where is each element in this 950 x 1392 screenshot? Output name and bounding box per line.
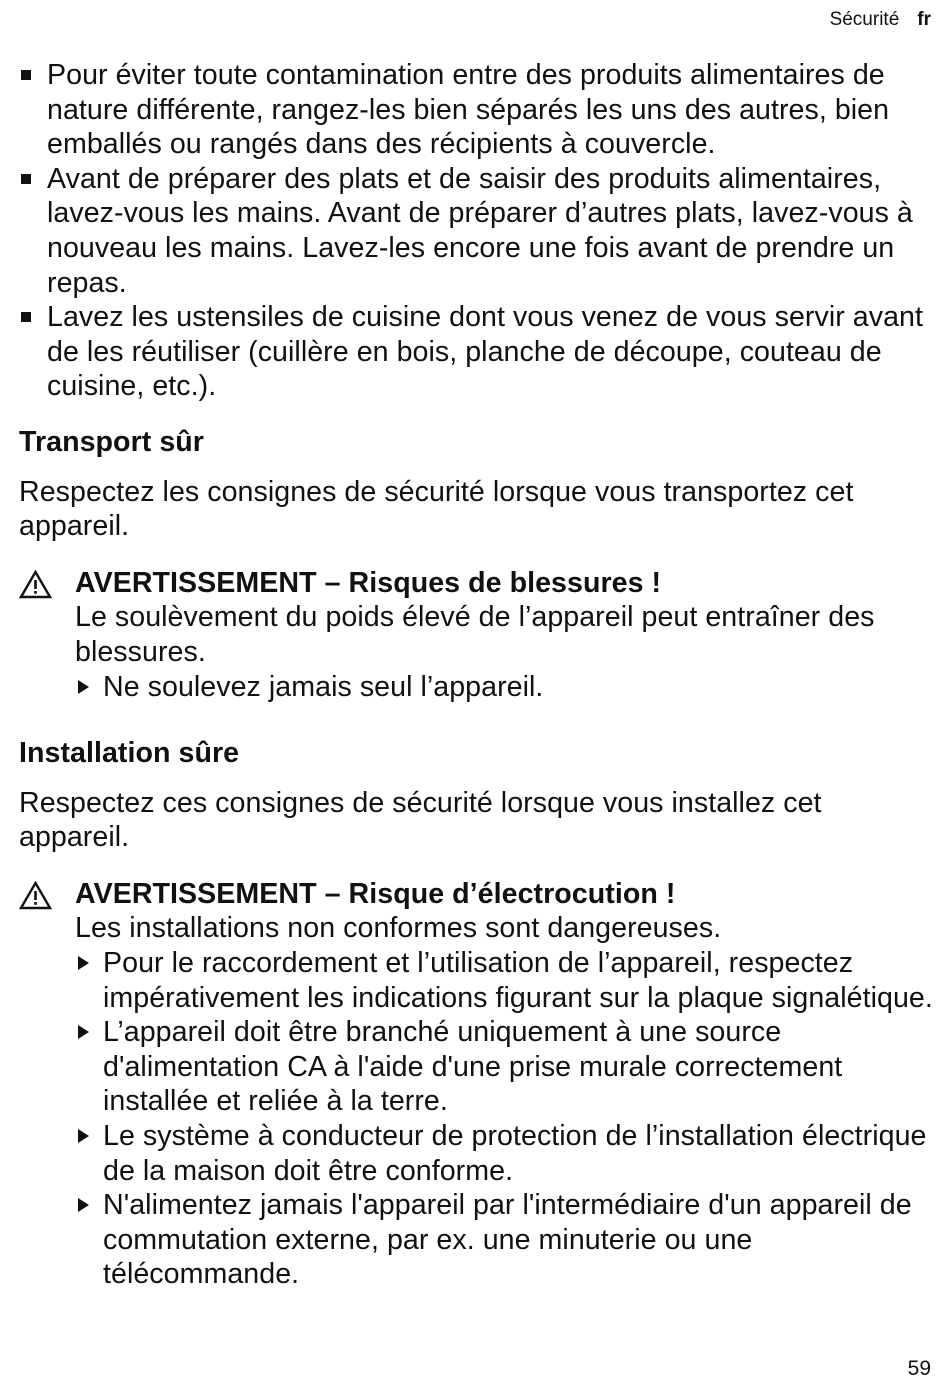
arrow-right-icon [78,1129,89,1143]
arrow-right-icon [78,956,89,970]
warning-triangle-icon [19,570,52,599]
list-item [19,58,934,162]
arrow-right-icon [78,680,89,694]
installation-warning [19,877,934,1292]
list-item-text: Avant de préparer des plats et de saisir des produits alimentaires, lavez-vous les mains. Avant de préparer d’autres plats, lavez-vous à nouveau les mains. Lavez-les encore une fois avant de prendre un repas. [47,162,913,299]
installation-intro: Respectez ces consignes de sécurité lorsque vous installez cet appareil. [19,786,822,854]
arrow-right-icon [78,1198,89,1212]
transport-heading: Transport sûr [19,425,204,458]
step-text: Pour le raccordement et l’utilisation de l’appareil, respectez impérativement les indications figurant sur la plaque signalétique. [103,947,933,1014]
warning-title: AVERTISSEMENT – Risque d’électrocution ! [75,877,676,910]
list-item [19,162,934,300]
installation-heading: Installation sûre [19,737,240,770]
list-item [75,1119,934,1188]
warning-title: AVERTISSEMENT – Risques de blessures ! [75,566,662,599]
list-item [75,946,934,1015]
section-title: Sécurité [829,9,900,30]
arrow-right-icon [78,1025,89,1039]
list-item [75,1188,934,1292]
warning-text: Les installations non conformes sont dangereuses. [75,912,722,945]
list-item [19,300,934,404]
language-code: fr [917,9,931,30]
warning-triangle-icon [19,881,52,910]
list-item [75,1015,934,1119]
transport-warning [19,566,934,704]
step-text: Ne soulevez jamais seul l’appareil. [103,670,544,703]
warning-text: Le soulèvement du poids élevé de l’appareil peut entraîner des blessures. [75,601,875,668]
page-content [19,58,934,1292]
warning-steps [75,946,934,1292]
step-text: Le système à conducteur de protection de l’installation électrique de la maison doit être conforme. [103,1120,927,1187]
step-text: N'alimentez jamais l'appareil par l'intermédiaire d'un appareil de commutation externe, par ex. une minuterie ou une télécommande. [103,1189,912,1291]
page-header [830,8,931,32]
list-item [75,670,934,705]
square-bullet-icon [21,70,31,80]
transport-intro: Respectez les consignes de sécurité lorsque vous transportez cet appareil. [19,475,854,543]
square-bullet-icon [21,174,31,184]
square-bullet-icon [21,312,31,322]
page-number: 59 [907,1357,931,1380]
list-item-text: Lavez les ustensiles de cuisine dont vous venez de vous servir avant de les réutiliser (cuillère en bois, planche de découpe, couteau de cuisine, etc.). [47,301,923,403]
warning-steps [75,670,934,705]
step-text: L’appareil doit être branché uniquement à une source d'alimentation CA à l'aide d'une prise murale correctement installée et reliée à la terre. [103,1016,843,1118]
hygiene-bullet-list [19,58,934,404]
list-item-text: Pour éviter toute contamination entre des produits alimentaires de nature différente, rangez-les bien séparés les uns des autres, bien emballés ou rangés dans des récipients à couvercle. [47,59,890,161]
